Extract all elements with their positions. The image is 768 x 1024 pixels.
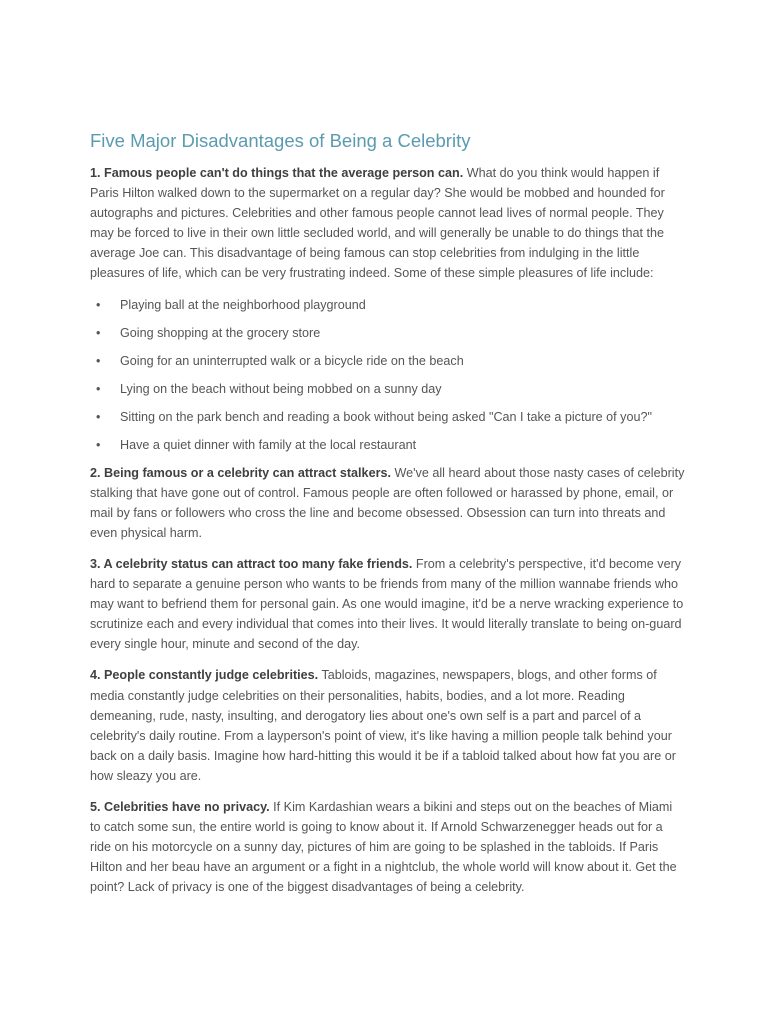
list-item: • Have a quiet dinner with family at the local restaurant <box>90 435 686 455</box>
section-4 <box>90 665 686 786</box>
section-text: Tabloids, magazines, newspapers, blogs, and other forms of media constantly judge celebrities on their personalities, habits, bodies, and a lot more. Reading demeaning, rude, nasty, insulting, and derogatory lies about one's own self is a part and parcel of a celebrity's daily routine. From a layperson's point of view, it's like having a million people talk behind your back on a daily basis. Imagine how hard-hitting this would it be if a tabloid talked about how fat you are or how sleazy you are. <box>90 668 676 783</box>
list-item: • Going shopping at the grocery store <box>90 323 686 343</box>
section-heading: 3. A celebrity status can attract too many fake friends. <box>90 556 413 571</box>
section-heading: 2. Being famous or a celebrity can attract stalkers. <box>90 465 391 480</box>
section-heading: 1. Famous people can't do things that the average person can. <box>90 166 464 180</box>
section-text: From a celebrity's perspective, it'd become very hard to separate a genuine person who wants to be friends from many of the million wannabe friends who may want to befriend them for personal gain. As one would imagine, it'd be a nerve wracking experience to scrutinize each and every individual that comes into their lives. It would literally translate to being on-guard every single hour, minute and second of the day. <box>90 556 684 652</box>
list-item: • Sitting on the park bench and reading a book without being asked "Can I take a picture of you?" <box>90 407 686 427</box>
section-heading: 4. People constantly judge celebrities. <box>90 668 319 683</box>
list-item: • Playing ball at the neighborhood playground <box>90 295 686 315</box>
section-text: We've all heard about those nasty cases of celebrity stalking that have gone out of control. Famous people are often followed or harassed by phone, email, or mail by fans or followers who cross the line and become obsessed. Obsession can turn into threats and even physical harm. <box>90 465 685 540</box>
list-item: • Going for an uninterrupted walk or a bicycle ride on the beach <box>90 351 686 371</box>
section-3 <box>90 554 686 654</box>
section-text: If Kim Kardashian wears a bikini and steps out on the beaches of Miami to catch some sun, the entire world is going to know about it. If Arnold Schwarzenegger heads out for a ride on his motorcycle on a sunny day, pictures of him are going to be splashed in the tabloids. If Paris Hilton and her beau have an argument or a fight in a nightclub, the whole world will know about it. Get the point? Lack of privacy is one of the biggest disadvantages of being a celebrity. <box>90 799 677 895</box>
pleasures-list <box>90 295 686 455</box>
section-5 <box>90 797 686 897</box>
section-text: What do you think would happen if Paris Hilton walked down to the supermarket on a regular day? She would be mobbed and hounded for autographs and pictures. Celebrities and other famous people cannot lead lives of normal people. They may be forced to live in their own little secluded world, and will generally be unable to do things that the average Joe can. This disadvantage of being famous can stop celebrities from indulging in the little pleasures of life, which can be very frustrating indeed. Some of these simple pleasures of life include: <box>90 166 665 281</box>
document-body <box>90 163 686 908</box>
section-heading: 5. Celebrities have no privacy. <box>90 799 270 814</box>
document-title: Five Major Disadvantages of Being a Celebrity <box>90 130 471 151</box>
section-2 <box>90 463 686 543</box>
section-1 <box>90 163 686 284</box>
list-item: • Lying on the beach without being mobbed on a sunny day <box>90 379 686 399</box>
